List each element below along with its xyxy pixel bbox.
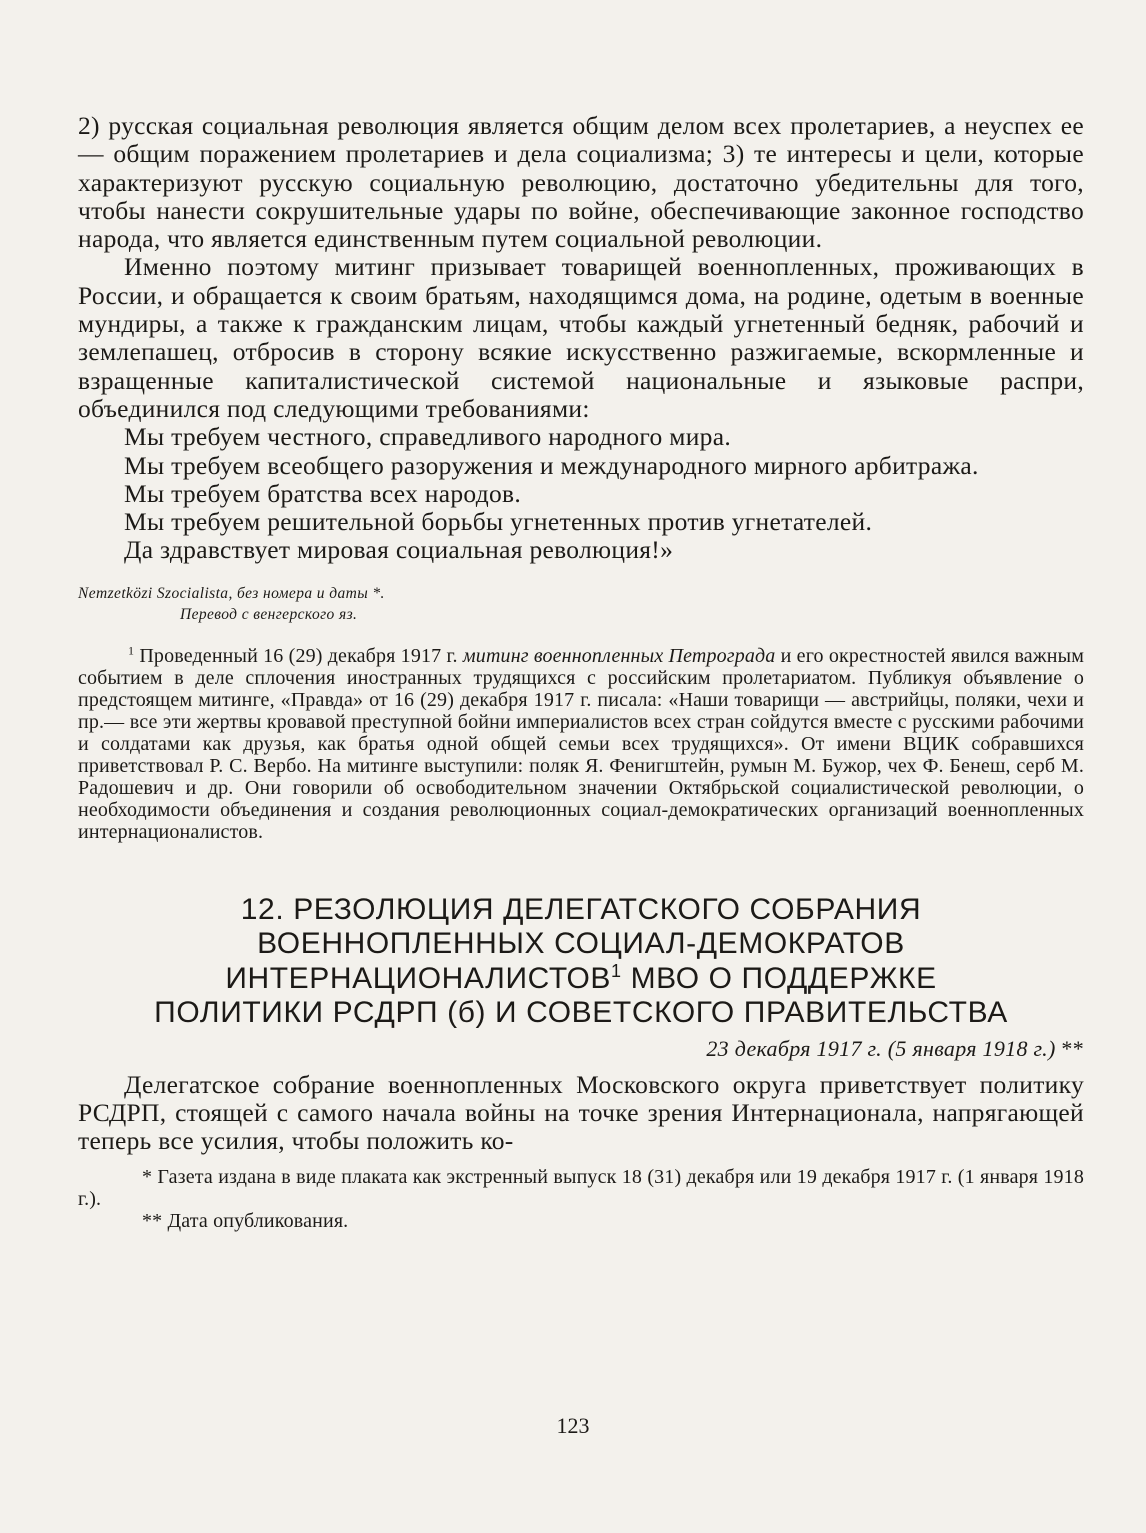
footnote-1 — [78, 645, 1084, 843]
bottom-footnote: ** Дата опубликования. — [142, 1209, 349, 1232]
source-citation — [78, 583, 1084, 625]
source-translation: Перевод с венгерского яз. — [180, 605, 358, 623]
footnote-1-rest: и его окрестностей явился важным событием в деле сплочения иностранных трудящихся с российским пролетариатом. Публикуя объявление о предстоящем митинге, «Правда» от 16 (29) декабря 1917 г. писала: «Наши товарищи — австрийцы, поляки, чехи и пр.— все эти жертвы кровавой преступной бойни империалистов всех стран сойдутся вместе с русскими рабочими и солдатами как друзья, как братья одной общей семьи всех трудящихся». От имени ВЦИК собравшихся приветствовал Р. С. Вербо. На митинге выступили: поляк Я. Фенигштейн, румын М. Бужор, чех Ф. Бенеш, серб М. Радошевич и др. Они говорили об освободительном значении Октябрьской социалистической революции, о необходимости объединения и создания революционных социал-демократических организаций военнопленных интернационалистов. — [78, 644, 1085, 843]
footnote-1-italic: митинг военнопленных Петрограда — [462, 644, 776, 667]
source-publication-text: Nemzetközi Szocialista, без номера и даты — [78, 584, 369, 602]
document-body — [78, 1071, 1084, 1156]
date-footnote-mark: ** — [1061, 1035, 1084, 1061]
demand-line: Мы требуем всеобщего разоружения и международного мирного арбитража. — [124, 450, 979, 480]
heading-line: ПОЛИТИКИ РСДРП (б) И СОВЕТСКОГО ПРАВИТЕЛЬСТВА — [154, 996, 1008, 1030]
heading-footnote-marker: 1 — [611, 960, 622, 981]
heading-line-part: МВО О ПОДДЕРЖКЕ — [630, 961, 937, 995]
demand-line: Мы требуем братства всех народов. — [124, 478, 522, 508]
heading-line-part: ИНТЕРНАЦИОНАЛИСТОВ — [225, 961, 612, 995]
heading-line: 12. РЕЗОЛЮЦИЯ ДЕЛЕГАТСКОГО СОБРАНИЯ — [240, 892, 922, 926]
footnote-marker: 1 — [128, 643, 135, 658]
footnote-1-lead: Проведенный 16 (29) декабря 1917 г. — [139, 644, 458, 667]
demand-line: Мы требуем решительной борьбы угнетенных против угнетателей. — [124, 507, 873, 537]
heading-line — [78, 962, 1084, 997]
document-date-text: 23 декабря 1917 г. (5 января 1918 г.) — [706, 1035, 1056, 1061]
footnote-1-text — [78, 645, 1084, 843]
bottom-footnotes — [78, 1166, 1084, 1232]
page-number: 123 — [556, 1413, 590, 1438]
closing-slogan: Да здравствует мировая социальная революция!» — [124, 535, 674, 565]
document-heading — [78, 893, 1084, 1031]
heading-line: ВОЕННОПЛЕННЫХ СОЦИАЛ-ДЕМОКРАТОВ — [257, 927, 905, 961]
demand-line: Мы требуем честного, справедливого народного мира. — [124, 422, 732, 452]
main-text — [78, 112, 1084, 565]
source-footnote-mark: *. — [372, 584, 385, 602]
bottom-footnote: * Газета издана в виде плаката как экстренный выпуск 18 (31) декабря или 19 декабря 1917 г. (1 января 1918 г.). — [78, 1165, 1084, 1210]
document-body-paragraph: Делегатское собрание военнопленных Московского округа приветствует политику РСДРП, стоящей с самого начала войны на точке зрения Интернационала, напрягающей теперь все усилия, чтобы положить ко- — [78, 1069, 1084, 1156]
paragraph: Именно поэтому митинг призывает товарищей военнопленных, проживающих в России, и обращается к своим братьям, находящимся дома, на родине, одетым в военные мундиры, а также к гражданским лицам, чтобы каждый угнетенный бедняк, рабочий и землепашец, отбросив в сторону всякие искусственно разжигаемые, вскормленные и взращенные капиталистической системой национальные и языковые распри, объединился под следующими требованиями: — [78, 252, 1084, 423]
source-publication — [78, 583, 1084, 604]
document-date — [78, 1035, 1084, 1063]
paragraph: 2) русская социальная революция является общим делом всех пролетариев, а неуспех ее — общим поражением пролетариев и дела социализма; 3) те интересы и цели, которые характеризуют русскую социальную революцию, достаточно убедительны для того, чтобы нанести сокрушительные удары по войне, обеспечивающие законное господство народа, что является единственным путем социальной революции. — [78, 111, 1084, 254]
